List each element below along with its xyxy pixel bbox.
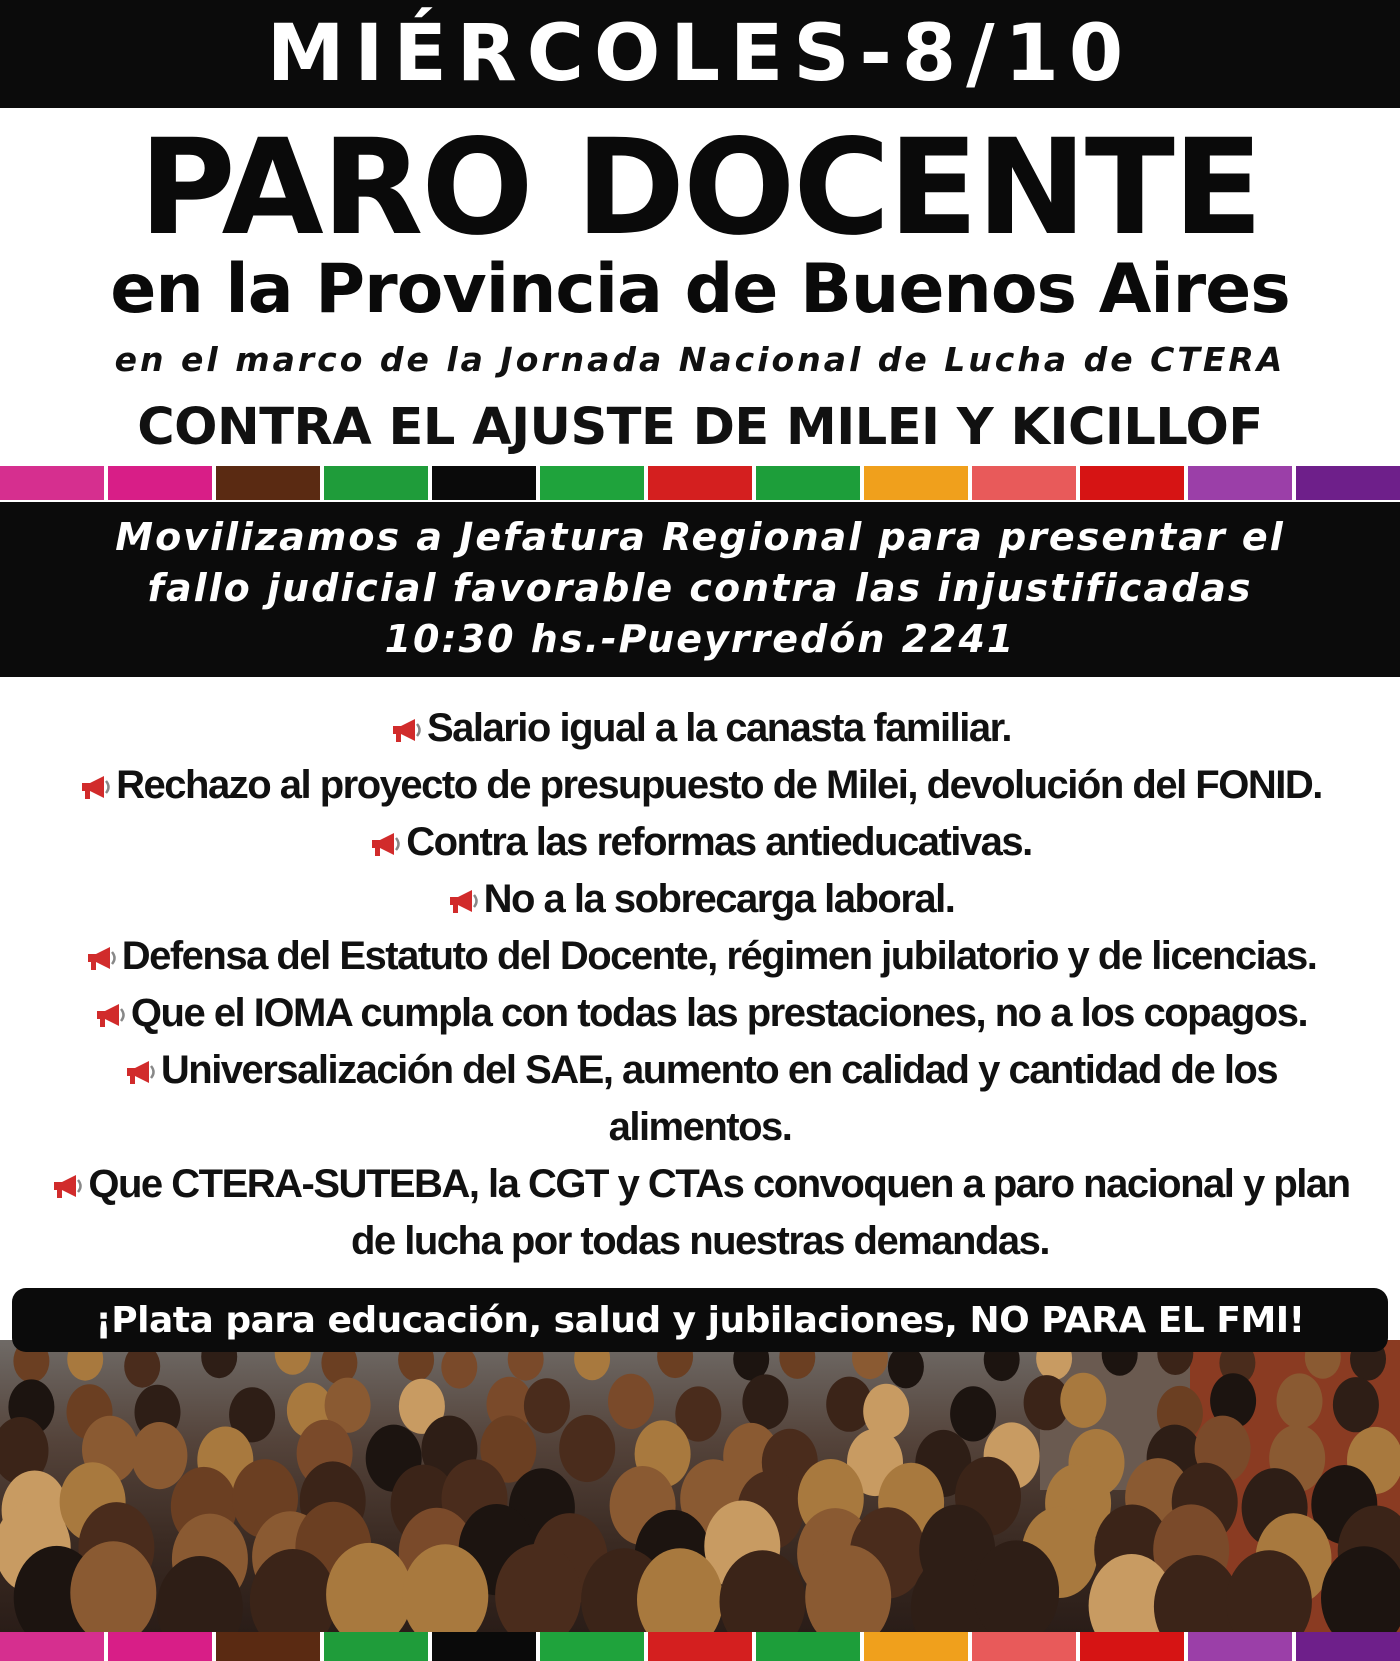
megaphone-icon (50, 1162, 88, 1206)
mobilization-line: Movilizamos a Jefatura Regional para presentar el (115, 515, 1285, 559)
stripe-segment (540, 466, 644, 500)
list-item (0, 985, 1400, 1042)
color-stripe-top (0, 466, 1400, 500)
stripe-segment (432, 1632, 536, 1661)
crowd-photo (0, 1340, 1400, 1632)
crowd-head (1277, 1373, 1323, 1428)
megaphone-icon (368, 820, 406, 864)
stripe-segment (432, 466, 536, 500)
stripe-segment (972, 466, 1076, 500)
megaphone-icon (93, 991, 131, 1035)
mobilization-banner (0, 502, 1400, 677)
stripe-segment (756, 1632, 860, 1661)
list-item (0, 700, 1400, 757)
list-item (0, 1042, 1400, 1156)
page-subtitle: en la Provincia de Buenos Aires (110, 250, 1290, 329)
stripe-segment (540, 1632, 644, 1661)
stripe-segment (0, 1632, 104, 1661)
list-item (0, 1156, 1400, 1270)
stripe-segment (1296, 1632, 1400, 1661)
mobilization-line: fallo judicial favorable contra las injustificadas (147, 566, 1253, 610)
stripe-segment (648, 466, 752, 500)
list-item (0, 928, 1400, 985)
stripe-segment (1188, 466, 1292, 500)
mobilization-line: 10:30 hs.-Pueyrredón 2241 (384, 617, 1016, 661)
stripe-segment (216, 466, 320, 500)
crowd-head (1333, 1377, 1379, 1432)
list-item (0, 814, 1400, 871)
stripe-segment (324, 466, 428, 500)
demand-text: No a la sobrecarga laboral. (483, 877, 955, 921)
crowd-head (608, 1374, 654, 1429)
color-stripe-bottom (0, 1632, 1400, 1661)
megaphone-icon (389, 706, 427, 750)
crowd-head (131, 1422, 187, 1489)
date-banner (0, 0, 1400, 108)
stripe-segment (324, 1632, 428, 1661)
crowd-head (742, 1374, 788, 1429)
framing-text: en el marco de la Jornada Nacional de Lucha de CTERA (114, 340, 1286, 379)
crowd-head (524, 1378, 570, 1433)
demand-text: Contra las reformas antieducativas. (406, 820, 1032, 864)
stripe-segment (864, 1632, 968, 1661)
demand-text: Defensa del Estatuto del Docente, régimen jubilatorio y de licencias. (121, 934, 1317, 978)
stripe-segment (864, 466, 968, 500)
stripe-segment (1188, 1632, 1292, 1661)
stripe-segment (1080, 1632, 1184, 1661)
slogan-text: ¡Plata para educación, salud y jubilaciones, NO PARA EL FMI! (95, 1299, 1305, 1341)
demand-text: Salario igual a la canasta familiar. (426, 706, 1012, 750)
stripe-segment (756, 466, 860, 500)
megaphone-icon (446, 877, 484, 921)
demand-text: Que CTERA-SUTEBA, la CGT y CTAs convoquen a paro nacional y plan de lucha por todas nuestras demandas. (88, 1162, 1350, 1263)
crowd-illustration (0, 1340, 1400, 1632)
list-item (0, 757, 1400, 814)
demand-text: Universalización del SAE, aumento en calidad y cantidad de los alimentos. (160, 1048, 1278, 1149)
crowd-head (1060, 1373, 1106, 1428)
megaphone-icon (84, 934, 122, 978)
page-title: PARO DOCENTE (138, 111, 1262, 265)
megaphone-icon (123, 1048, 161, 1092)
stripe-segment (108, 1632, 212, 1661)
stripe-segment (648, 1632, 752, 1661)
date-banner-text: MIÉRCOLES-8/10 (266, 9, 1134, 99)
stripe-segment (216, 1632, 320, 1661)
crowd-head (950, 1386, 996, 1441)
stripe-segment (1296, 466, 1400, 500)
demand-text: Rechazo al proyecto de presupuesto de Milei, devolución del FONID. (116, 763, 1322, 807)
demand-text: Que el IOMA cumpla con todas las prestaciones, no a los copagos. (130, 991, 1308, 1035)
megaphone-icon (78, 763, 116, 807)
against-text: CONTRA EL AJUSTE DE MILEI Y KICILLOF (137, 398, 1263, 457)
stripe-segment (972, 1632, 1076, 1661)
stripe-segment (108, 466, 212, 500)
stripe-segment (0, 466, 104, 500)
crowd-head (559, 1415, 615, 1482)
list-item (0, 871, 1400, 928)
slogan-banner (12, 1288, 1388, 1352)
stripe-segment (1080, 466, 1184, 500)
demands-list (0, 700, 1400, 1270)
